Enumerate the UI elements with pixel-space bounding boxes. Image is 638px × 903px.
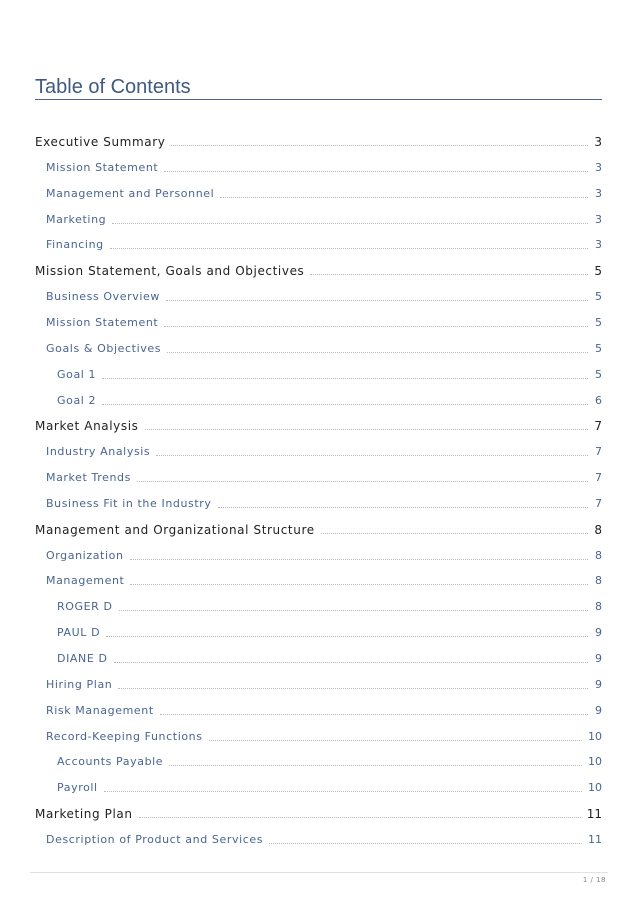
toc-entry-subsection[interactable] bbox=[35, 365, 602, 383]
toc-entry-label: Management and Personnel bbox=[46, 186, 215, 200]
toc-dot-leader bbox=[102, 404, 588, 405]
toc-entry-subsection[interactable] bbox=[35, 727, 602, 745]
toc-dot-leader bbox=[119, 610, 588, 611]
toc-entry-page-number: 9 bbox=[595, 677, 602, 691]
toc-dot-leader bbox=[104, 791, 582, 792]
toc-entry-page-number: 5 bbox=[595, 315, 602, 329]
toc-entry-label: Mission Statement bbox=[46, 315, 159, 329]
toc-dot-leader bbox=[160, 714, 588, 715]
toc-entry-page-number: 7 bbox=[595, 471, 602, 485]
toc-dot-leader bbox=[220, 197, 588, 198]
toc-entry-page-number: 7 bbox=[594, 419, 602, 434]
toc-entry-page-number: 11 bbox=[588, 832, 602, 846]
toc-entry-label: Industry Analysis bbox=[46, 445, 151, 459]
toc-dot-leader bbox=[112, 223, 588, 224]
toc-entry-page-number: 8 bbox=[595, 548, 602, 562]
toc-entry-label: Marketing Plan bbox=[35, 807, 133, 822]
toc-entry-page-number: 3 bbox=[594, 135, 602, 149]
toc-entry-label: Goal 2 bbox=[57, 393, 97, 407]
toc-entry-page-number: 9 bbox=[595, 652, 602, 665]
toc-entry-label: Payroll bbox=[57, 781, 98, 795]
toc-entry-section[interactable] bbox=[35, 132, 602, 150]
toc-entry-label: DIANE D bbox=[57, 652, 108, 665]
toc-dot-leader bbox=[137, 481, 588, 482]
toc-dot-leader bbox=[118, 688, 588, 689]
toc-entry-page-number: 9 bbox=[595, 703, 602, 717]
toc-entry-label: Record-Keeping Functions bbox=[46, 729, 203, 743]
toc-entry-label: Management bbox=[46, 574, 125, 588]
toc-entry-section[interactable] bbox=[35, 261, 602, 279]
toc-entry-label: Executive Summary bbox=[35, 135, 166, 149]
toc-entry-label: Mission Statement, Goals and Objectives bbox=[35, 264, 305, 279]
toc-dot-leader bbox=[171, 145, 588, 146]
toc-entry-subsection[interactable] bbox=[35, 442, 602, 460]
toc-dot-leader bbox=[218, 507, 588, 508]
toc-entry-page-number: 3 bbox=[595, 238, 602, 252]
toc-dot-leader bbox=[130, 559, 588, 560]
toc-entry-page-number: 5 bbox=[594, 264, 602, 279]
toc-entry-label: Business Fit in the Industry bbox=[46, 496, 212, 510]
toc-dot-leader bbox=[166, 300, 588, 301]
toc-dot-leader bbox=[110, 248, 588, 249]
toc-entry-label: ROGER D bbox=[57, 600, 113, 614]
toc-dot-leader bbox=[209, 740, 582, 741]
toc-entry-subsection[interactable] bbox=[35, 597, 602, 615]
toc-entry-page-number: 10 bbox=[588, 729, 602, 743]
toc-entry-page-number: 3 bbox=[595, 186, 602, 200]
toc-entry-subsection[interactable] bbox=[35, 313, 602, 331]
toc-entry-subsection[interactable] bbox=[35, 184, 602, 202]
toc-entry-label: Risk Management bbox=[46, 703, 154, 717]
toc-dot-leader bbox=[114, 662, 588, 663]
toc-entry-subsection[interactable] bbox=[35, 571, 602, 589]
toc-dot-leader bbox=[310, 274, 588, 275]
toc-entry-label: Market Trends bbox=[46, 471, 131, 485]
toc-entry-subsection[interactable] bbox=[35, 158, 602, 176]
toc-entry-page-number: 7 bbox=[595, 496, 602, 510]
toc-entry-label: Business Overview bbox=[46, 290, 160, 304]
toc-entry-page-number: 10 bbox=[588, 755, 602, 769]
toc-entry-page-number: 5 bbox=[595, 367, 602, 381]
toc-entry-page-number: 3 bbox=[595, 212, 602, 226]
toc-entry-subsection[interactable] bbox=[35, 339, 602, 357]
toc-entry-label: Market Analysis bbox=[35, 419, 139, 434]
toc-entry-subsection[interactable] bbox=[35, 546, 602, 564]
toc-entry-section[interactable] bbox=[35, 416, 602, 434]
toc-entry-page-number: 8 bbox=[595, 574, 602, 588]
toc-entry-subsection[interactable] bbox=[35, 778, 602, 796]
toc-dot-leader bbox=[156, 455, 588, 456]
toc-entry-subsection[interactable] bbox=[35, 752, 602, 770]
title-divider bbox=[35, 99, 602, 100]
toc-entry-label: PAUL D bbox=[57, 626, 101, 640]
page-indicator: 1 / 18 bbox=[582, 876, 606, 884]
toc-dot-leader bbox=[164, 326, 588, 327]
toc-entry-label: Financing bbox=[46, 238, 104, 252]
toc-entry-label: Goal 1 bbox=[57, 367, 97, 381]
toc-dot-leader bbox=[164, 171, 588, 172]
toc-entry-subsection[interactable] bbox=[35, 649, 602, 667]
toc-entry-label: Accounts Payable bbox=[57, 755, 164, 769]
toc-entry-subsection[interactable] bbox=[35, 235, 602, 253]
toc-entry-label: Marketing bbox=[46, 212, 107, 226]
toc-entry-label: Management and Organizational Structure bbox=[35, 522, 315, 537]
toc-entry-label: Description of Product and Services bbox=[46, 832, 264, 846]
toc-entry-subsection[interactable] bbox=[35, 494, 602, 512]
footer-divider bbox=[30, 872, 608, 873]
toc-entry-label: Hiring Plan bbox=[46, 677, 113, 691]
toc-entry-subsection[interactable] bbox=[35, 287, 602, 305]
toc-entry-label: Mission Statement bbox=[46, 160, 159, 174]
toc-entry-subsection[interactable] bbox=[35, 623, 602, 641]
toc-entry-page-number: 8 bbox=[594, 522, 602, 537]
toc-dot-leader bbox=[321, 533, 588, 534]
toc-entry-page-number: 11 bbox=[586, 807, 602, 822]
toc-dot-leader bbox=[145, 429, 588, 430]
toc-entry-label: Goals & Objectives bbox=[46, 341, 162, 355]
toc-dot-leader bbox=[130, 584, 588, 585]
toc-entry-page-number: 5 bbox=[595, 290, 602, 304]
toc-dot-leader bbox=[106, 636, 588, 637]
toc-entry-label: Organization bbox=[46, 548, 124, 562]
toc-entry-page-number: 8 bbox=[595, 600, 602, 614]
page-title: Table of Contents bbox=[35, 76, 191, 98]
toc-entry-subsection[interactable] bbox=[35, 675, 602, 693]
toc-entry-subsection[interactable] bbox=[35, 210, 602, 228]
toc-entry-subsection[interactable] bbox=[35, 391, 602, 409]
toc-dot-leader bbox=[139, 817, 581, 818]
toc-entry-section[interactable] bbox=[35, 520, 602, 538]
toc-entry-page-number: 10 bbox=[588, 781, 602, 795]
toc-dot-leader bbox=[169, 765, 582, 766]
toc-dot-leader bbox=[102, 378, 588, 379]
toc-entry-page-number: 6 bbox=[595, 393, 602, 407]
toc-dot-leader bbox=[269, 843, 582, 844]
toc-entry-page-number: 3 bbox=[595, 160, 602, 174]
toc-dot-leader bbox=[167, 352, 588, 353]
toc-entry-page-number: 5 bbox=[595, 341, 602, 355]
toc-entry-page-number: 7 bbox=[595, 445, 602, 459]
toc-entry-subsection[interactable] bbox=[35, 701, 602, 719]
toc-entry-subsection[interactable] bbox=[35, 468, 602, 486]
toc-entry-subsection[interactable] bbox=[35, 830, 602, 848]
toc-entry-section[interactable] bbox=[35, 804, 602, 822]
toc-entry-page-number: 9 bbox=[595, 626, 602, 640]
